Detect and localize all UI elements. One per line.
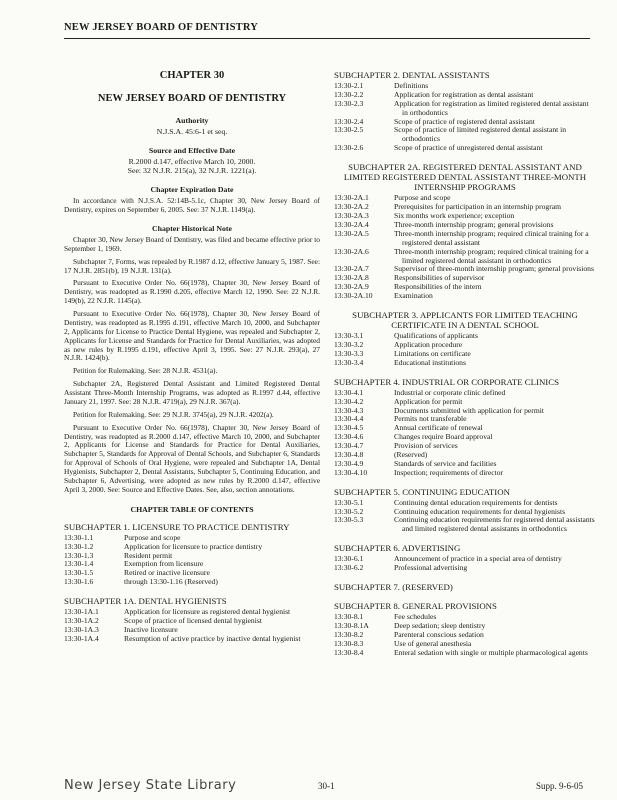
section-title: Scope of practice of registered dental assistant [394,116,535,126]
section-number: 13:30-1.5 [64,568,94,578]
expiration-text: In accordance with N.J.S.A. 52:14B-5.1c, Chapter 30, New Jersey Board of Dentistry, expires on September 6, 2005. See: 37 N.J.R. 1149(a). [64,196,320,215]
section-entry [334,433,596,442]
subchapter-block [64,522,320,587]
section-number: 13:30-2A.7 [334,264,369,274]
section-number: 13:30-1.2 [64,541,94,551]
section-title: Three-month internship program; required clinical training for a limited registered dental assistant in orthodontics [394,246,589,265]
section-title: Announcement of practice in a special area of dentistry [394,554,562,564]
section-title: Supervisor of three-month internship program; general provisions [394,264,594,274]
history-paragraph: Pursuant to Executive Order No. 66(1978), Chapter 30, New Jersey Board of Dentistry, was readopted as R.1995 d.191, effective March 10, 2000, and Subchapter 2, Applicants for License to Practice Dental Hygiene, was repealed and Subchapter 2, Applicants for License and Standards for Practice for Dental Auxiliaries, was adopted as new rules by R.1995 d.191, effective April 3, 1995. See: 27 N.J.R. 293(a), 27 N.J.R. 1424(b). [64,309,320,363]
section-list [334,613,596,657]
source-text [64,157,320,176]
section-number: 13:30-2.1 [334,81,364,91]
history-heading: Chapter Historical Note [152,223,232,233]
authority-heading: Authority [175,116,209,125]
section-number: 13:30-1A.1 [64,607,99,617]
section-title: Qualifications of applicants [394,331,478,341]
section-number: 13:30-6.1 [334,554,364,564]
subchapter-heading: SUBCHAPTER 4. INDUSTRIAL OR CORPORATE CLINICS [334,376,559,387]
subchapter-heading: SUBCHAPTER 2. DENTAL ASSISTANTS [334,70,490,80]
section-number: 13:30-8.3 [334,638,364,648]
section-title: Scope of practice of licensed dental hygienist [124,616,262,626]
section-entry [334,442,596,451]
section-title: Examination [394,291,433,301]
section-number: 13:30-1.3 [64,550,94,560]
section-number: 13:30-1A.4 [64,633,99,643]
section-number: 13:30-2.6 [334,143,364,153]
section-entry [334,248,596,266]
right-column [334,70,596,667]
expiration-heading: Chapter Expiration Date [150,185,234,195]
subchapter-block [334,601,596,657]
section-number: 13:30-1A.2 [64,616,99,626]
page-number: 30-1 [318,781,335,791]
section-title: Scope of practice of limited registered dental assistant in orthodontics [394,125,567,144]
section-list [334,499,596,535]
section-title: Parenteral conscious sedation [394,629,484,639]
section-number: 13:30-8.1 [334,612,364,622]
section-title: Three-month internship program; general provisions [394,220,554,230]
section-title: Application for licensure to practice dentistry [124,541,263,551]
section-list [334,555,596,573]
section-title: Annual certificate of renewal [394,423,483,433]
section-number: 13:30-1.6 [64,577,94,587]
section-title: Application for licensure as registered dental hygienist [124,607,291,617]
section-entry [334,283,596,292]
section-list [334,332,596,368]
section-number: 13:30-4.9 [334,458,364,468]
chapter-title: NEW JERSEY BOARD OF DENTISTRY [97,93,287,104]
section-title: Exemption from licensure [124,559,204,569]
section-entry [334,389,596,398]
section-list [334,194,596,301]
section-number: 13:30-4.2 [334,396,364,406]
chapter-number: CHAPTER 30 [159,70,225,81]
section-number: 13:30-3.2 [334,340,364,350]
section-title: Permits not transferable [394,414,467,424]
section-entry [64,578,320,587]
section-number: 13:30-4.1 [334,387,364,397]
history-paragraph: Pursuant to Executive Order No. 66(1978), Chapter 30, New Jersey Board of Dentistry, was readopted as R.2000 d.147, effective March 10, 2000, and Subchapter 2, Applicants for License and Standards for Practice for Dental Auxiliaries, Subchapter 5, Standards for Approval of Dental Schools, and Subchapter 6, Standards for Approval of Schools of Oral Hygiene, were repealed and Subchapter 1A, Dental Hygienists, Subchapter 2, Dental Assistants, Subchapter 5, Continuing Education, and Subchapter 6, Advertising, were adopted as new rules by R.2000 d.147, effective April 3, 2000. See: Source and Effective Dates. See, also, section annotations. [64,422,320,494]
section-title: Retired or inactive licensure [124,568,210,578]
toc-left-list [64,522,320,644]
section-number: 13:30-2A.10 [334,291,373,301]
subchapter-heading: SUBCHAPTER 8. GENERAL PROVISIONS [334,601,497,612]
section-number: 13:30-2A.5 [334,228,369,238]
toc-right-list [334,70,596,658]
history-paragraph: Pursuant to Executive Order No. 66(1978), Chapter 30, New Jersey Board of Dentistry, was readopted as R.1990 d.205, effective March 12, 1990. See: 22 N.J.R. 149(b), 22 N.J.R. 1145(a). [64,278,320,306]
history-paragraph: Petition for Rulemaking. See: 28 N.J.R. 4531(a). [73,366,218,376]
section-title: Standards of service and facilities [394,458,497,468]
section-entry [334,469,596,478]
section-title: Purpose and scope [124,532,181,542]
source-line: See: 32 N.J.R. 215(a), 32 N.J.R. 1221(a). [127,166,257,176]
section-number: 13:30-2A.9 [334,282,369,292]
section-entry [64,617,320,626]
subchapter-heading: SUBCHAPTER 7. (RESERVED) [334,581,453,592]
section-number: 13:30-8.2 [334,629,364,639]
section-number: 13:30-6.2 [334,563,364,573]
section-number: 13:30-2A.3 [334,211,369,221]
left-column [64,70,320,653]
history-paragraph: Subchapter 7, Forms, was repealed by R.1987 d.12, effective January 5, 1987. See: 17 N.J.R. 2851(b), 19 N.J.R. 131(a). [64,256,320,275]
section-title: Inspection; requirements of director [394,467,504,477]
section-list [64,534,320,587]
section-number: 13:30-1.1 [64,532,94,542]
section-title: Changes require Board approval [394,432,493,442]
section-title: Professional advertising [394,563,468,573]
section-title: Responsibilities of the intern [394,282,482,292]
section-entry [64,635,320,644]
subchapter-heading: SUBCHAPTER 3. APPLICANTS FOR LIMITED TEACHING CERTIFICATE IN A DENTAL SCHOOL [352,309,578,331]
section-title: Limitations on certificate [394,348,471,358]
section-list [334,389,596,478]
subchapter-block [64,596,320,644]
section-title: Responsibilities of supervisor [394,273,485,283]
section-entry [334,230,596,248]
supplement-date: Supp. 9-6-05 [536,781,583,791]
section-title: Application procedure [394,340,463,350]
running-header: NEW JERSEY BOARD OF DENTISTRY [64,22,259,33]
subchapter-heading: SUBCHAPTER 2A. REGISTERED DENTAL ASSISTANT AND LIMITED REGISTERED DENTAL ASSISTANT THREE-MONTH INTERNSHIP PROGRAMS [343,162,587,193]
section-number: 13:30-5.2 [334,506,364,516]
section-title: Application for registration as dental assistant [394,89,534,99]
subchapter-block [334,543,596,573]
source-heading: Source and Effective Date [148,145,236,155]
section-number: 13:30-4.10 [334,467,368,477]
section-number: 13:30-4.8 [334,449,364,459]
subchapter-block [334,487,596,535]
section-number: 13:30-4.6 [334,432,364,442]
section-entry [334,649,596,658]
subchapter-block [334,70,596,153]
section-title: Prerequisites for participation in an internship program [394,202,562,212]
section-number: 13:30-8.4 [334,647,364,657]
section-number: 13:30-2.3 [334,98,364,108]
section-entry [334,292,596,301]
source-line: R.2000 d.147, effective March 10, 2000. [128,156,256,166]
section-number: 13:30-3.3 [334,348,364,358]
section-number: 13:30-5.3 [334,515,364,525]
section-title: Inactive licensure [124,624,178,634]
section-title: Industrial or corporate clinic defined [394,387,506,397]
section-title: Documents submitted with application for permit [394,405,544,415]
section-title: Application for permit [394,396,463,406]
section-title: through 13:30-1.16 (Reserved) [124,577,218,587]
section-number: 13:30-2A.4 [334,220,369,230]
section-entry [334,100,596,118]
authority-text: N.J.S.A. 45:6-1 et seq. [156,127,228,136]
section-entry [334,144,596,153]
section-number: 13:30-5.1 [334,497,364,507]
section-entry [334,332,596,341]
section-title: Deep sedation; sleep dentistry [394,621,486,631]
section-number: 13:30-1A.3 [64,624,99,634]
history-paragraph: Chapter 30, New Jersey Board of Dentistry, was filed and became effective prior to September 1, 1969. [64,234,320,253]
section-title: Use of general anesthesia [394,638,472,648]
section-number: 13:30-1.4 [64,559,94,569]
subchapter-heading: SUBCHAPTER 5. CONTINUING EDUCATION [334,486,510,497]
section-number: 13:30-4.4 [334,414,364,424]
section-title: Definitions [394,81,429,91]
header-rule [64,38,590,39]
history-paragraph: Petition for Rulemaking. See: 29 N.J.R. 3745(a), 29 N.J.R. 4202(a). [73,409,274,419]
subchapter-block [334,377,596,478]
section-list [334,82,596,153]
section-number: 13:30-2A.1 [334,193,369,203]
section-number: 13:30-2.4 [334,116,364,126]
section-title: Scope of practice of unregistered dental assistant [394,143,543,153]
section-title: Six months work experience; exception [394,211,515,221]
section-title: Application for registration as limited registered dental assistant in orthodontics [394,98,589,117]
section-title: Continuing dental education requirements for dentists [394,497,558,507]
subchapter-block [334,310,596,368]
subchapter-heading: SUBCHAPTER 1A. DENTAL HYGIENISTS [64,596,227,607]
section-entry [334,359,596,368]
toc-heading: CHAPTER TABLE OF CONTENTS [130,504,254,514]
section-number: 13:30-2.5 [334,125,364,135]
section-number: 13:30-4.3 [334,405,364,415]
section-number: 13:30-3.1 [334,331,364,341]
section-number: 13:30-2A.8 [334,273,369,283]
section-title: Continuing education requirements for dental hygienists [394,506,566,516]
history-notes [64,236,320,495]
subchapter-heading: SUBCHAPTER 6. ADVERTISING [334,543,461,554]
section-number: 13:30-3.4 [334,357,364,367]
section-number: 13:30-4.7 [334,441,364,451]
section-title: Purpose and scope [394,193,451,203]
section-title: Resident permit [124,550,173,560]
section-number: 13:30-8.1A [334,621,369,631]
subchapter-heading: SUBCHAPTER 1. LICENSURE TO PRACTICE DENTISTRY [64,521,290,532]
history-paragraph: Subchapter 2A, Registered Dental Assistant and Limited Registered Dental Assistant Three-Month Internship Programs, was adopted as R.1997 d.44, effective January 21, 1997. See: 28 N.J.R. 4719(a), 29 N.J.R. 367(a). [64,379,320,406]
subchapter-block [334,582,596,592]
section-entry [334,564,596,573]
section-number: 13:30-2A.6 [334,246,369,256]
section-title: Provision of services [394,441,458,451]
section-list [64,608,320,644]
section-title: Enteral sedation with single or multiple pharmacological agents [394,647,588,657]
section-title: Three-month internship program; required clinical training for a registered dental assistant [394,228,589,247]
section-entry [334,126,596,144]
section-entry [334,516,596,534]
section-number: 13:30-2.2 [334,89,364,99]
section-title: Continuing education requirements for registered dental assistants and limited registered dental assistants in orthodontics [394,515,595,534]
section-title: Resumption of active practice by inactive dental hygienist [124,633,301,643]
library-watermark: New Jersey State Library [64,778,237,793]
section-title: (Reserved) [394,449,428,459]
section-title: Fee schedules [394,612,437,622]
subchapter-block [334,162,596,301]
section-number: 13:30-2A.2 [334,202,369,212]
section-title: Educational institutions [394,357,466,367]
section-number: 13:30-4.5 [334,423,364,433]
section-entry [64,543,320,552]
